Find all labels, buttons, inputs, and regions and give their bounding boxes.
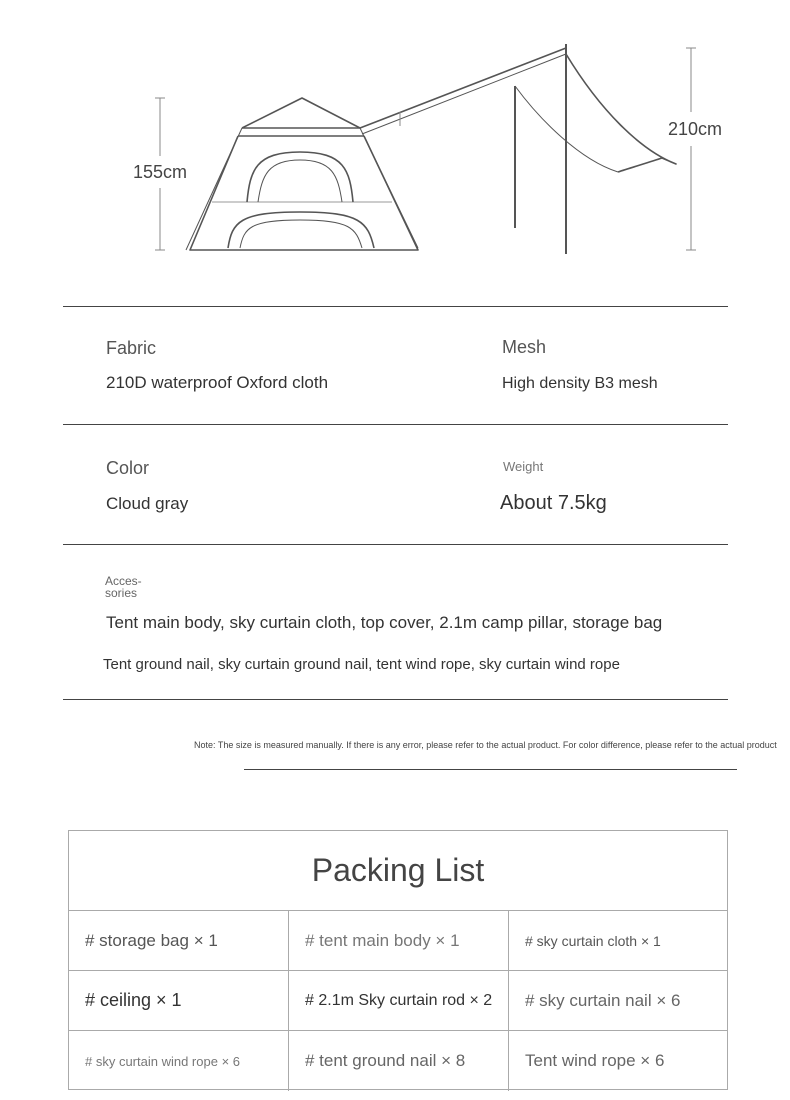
packing-item: # 2.1m Sky curtain rod × 2: [289, 971, 509, 1031]
packing-item: # sky curtain cloth × 1: [509, 911, 727, 971]
tent-dimension-diagram: [0, 0, 790, 300]
accessories-label-line2: sories: [105, 586, 138, 600]
packing-item: # sky curtain nail × 6: [509, 971, 727, 1031]
packing-list-title: Packing List: [69, 831, 727, 911]
packing-item: # sky curtain wind rope × 6: [69, 1031, 289, 1091]
packing-item: # storage bag × 1: [69, 911, 289, 971]
packing-item: # ceiling × 1: [69, 971, 289, 1031]
packing-list-grid: [69, 911, 727, 1091]
mesh-label: Mesh: [502, 337, 547, 357]
packing-item: # tent main body × 1: [289, 911, 509, 971]
divider: [63, 699, 728, 700]
packing-item: Tent wind rope × 6: [525, 1051, 665, 1070]
height-label-tent: 155cm: [133, 162, 188, 182]
accessories-label: [105, 575, 142, 599]
fabric-label: Fabric: [106, 338, 157, 358]
mesh-value: High density B3 mesh: [502, 375, 658, 392]
divider: [63, 306, 728, 307]
fabric-value: 210D waterproof Oxford cloth: [106, 373, 329, 392]
size-note: Note: The size is measured manually. If there is any error, please refer to the actual product. For color difference, please refer to the actual product: [194, 740, 777, 750]
divider: [63, 544, 728, 545]
height-label-canopy: 210cm: [668, 119, 723, 139]
color-label: Color: [106, 458, 150, 478]
packing-item: # tent ground nail × 8: [289, 1031, 509, 1091]
tent-illustration: [0, 0, 790, 300]
weight-value: About 7.5kg: [500, 492, 607, 514]
note-underline: [244, 769, 737, 770]
weight-label: Weight: [503, 459, 544, 474]
color-value: Cloud gray: [106, 494, 189, 513]
accessories-label-line1: Acces-: [105, 574, 142, 588]
accessories-list-line2: Tent ground nail, sky curtain ground nail, tent wind rope, sky curtain wind rope: [103, 656, 620, 673]
accessories-list-line1: Tent main body, sky curtain cloth, top cover, 2.1m camp pillar, storage bag: [106, 613, 663, 632]
packing-list-table: [68, 830, 728, 1090]
divider: [63, 424, 728, 425]
